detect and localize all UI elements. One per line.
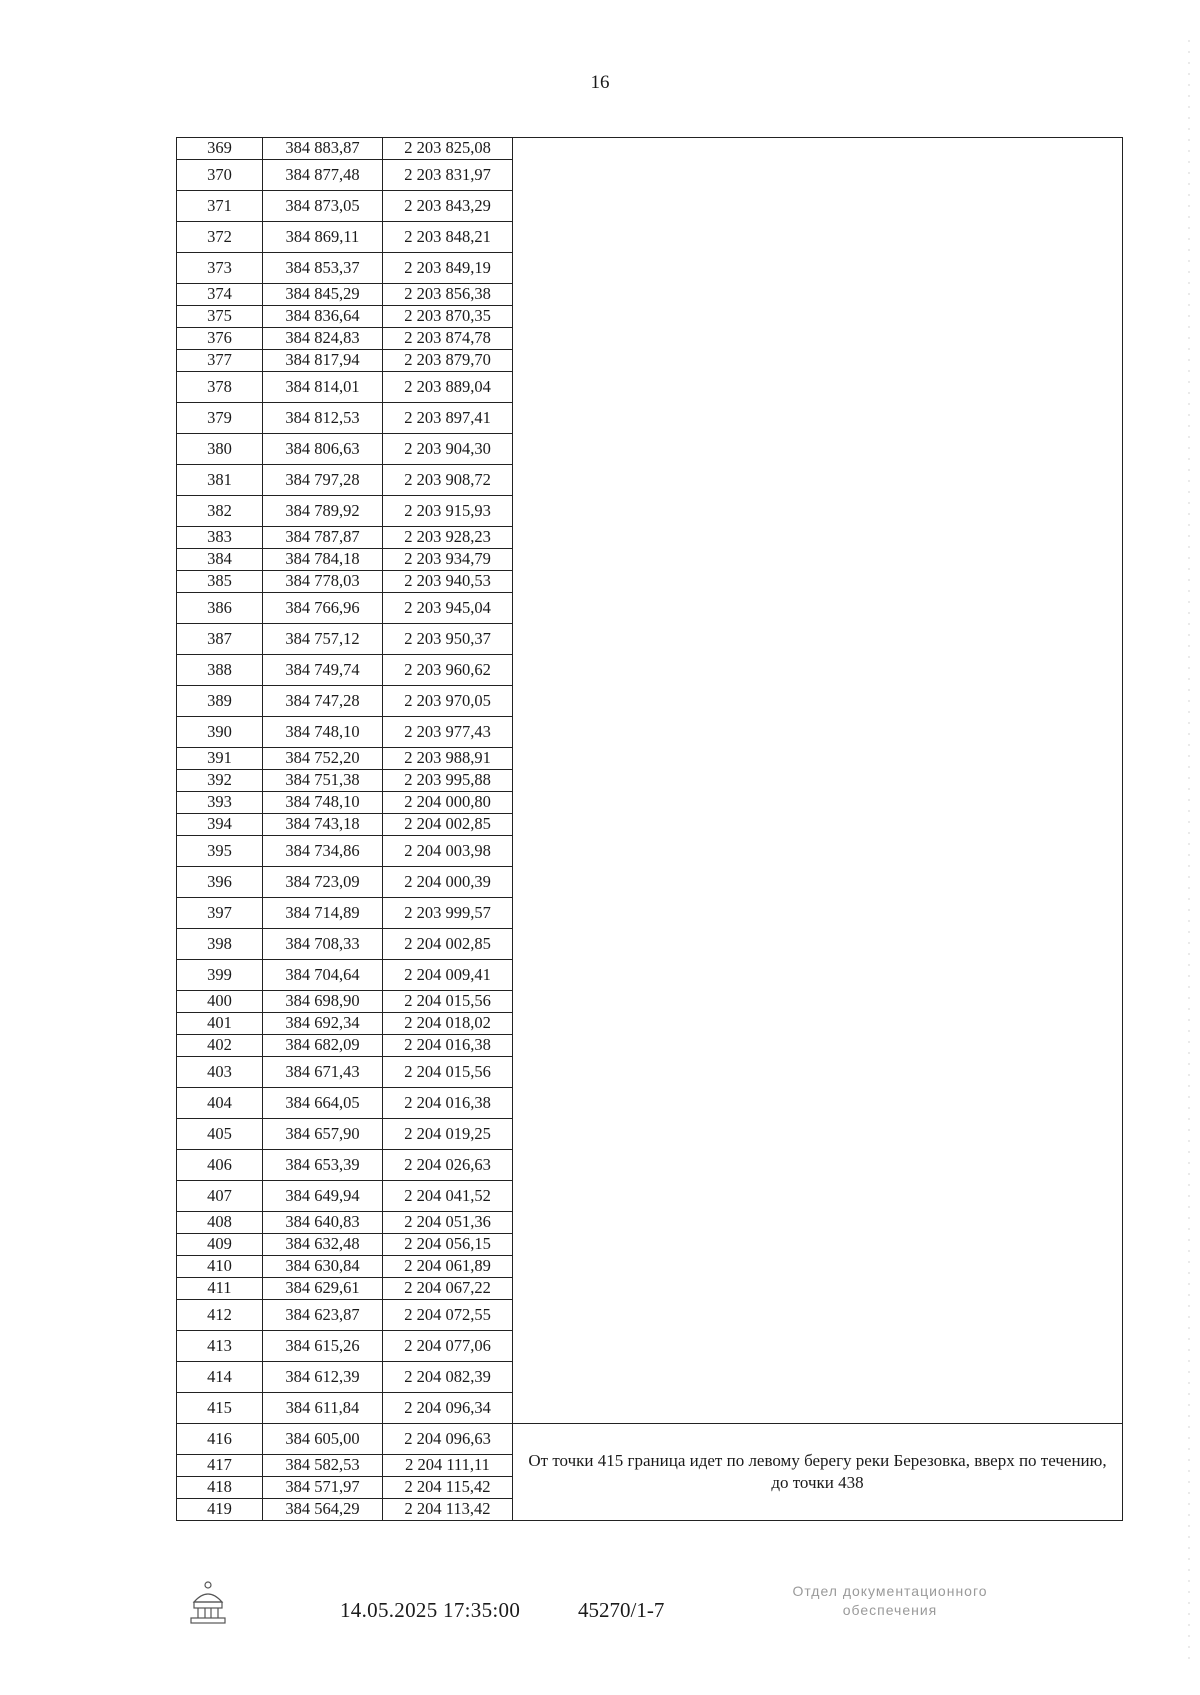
point-number-cell: 402	[177, 1035, 263, 1057]
point-number-cell: 408	[177, 1212, 263, 1234]
point-number-cell: 388	[177, 655, 263, 686]
x-coordinate-cell: 384 869,11	[263, 222, 383, 253]
y-coordinate-cell: 2 204 026,63	[383, 1150, 513, 1181]
y-coordinate-cell: 2 204 015,56	[383, 1057, 513, 1088]
x-coordinate-cell: 384 752,20	[263, 748, 383, 770]
y-coordinate-cell: 2 203 897,41	[383, 403, 513, 434]
y-coordinate-cell: 2 204 061,89	[383, 1256, 513, 1278]
y-coordinate-cell: 2 204 015,56	[383, 991, 513, 1013]
x-coordinate-cell: 384 743,18	[263, 814, 383, 836]
x-coordinate-cell: 384 853,37	[263, 253, 383, 284]
x-coordinate-cell: 384 836,64	[263, 306, 383, 328]
point-number-cell: 394	[177, 814, 263, 836]
stamp-line-2: обеспечения	[842, 1601, 938, 1618]
table-row	[177, 1424, 1123, 1455]
y-coordinate-cell: 2 203 995,88	[383, 770, 513, 792]
point-number-cell: 406	[177, 1150, 263, 1181]
point-number-cell: 382	[177, 496, 263, 527]
x-coordinate-cell: 384 632,48	[263, 1234, 383, 1256]
y-coordinate-cell: 2 204 056,15	[383, 1234, 513, 1256]
x-coordinate-cell: 384 653,39	[263, 1150, 383, 1181]
point-number-cell: 381	[177, 465, 263, 496]
y-coordinate-cell: 2 203 874,78	[383, 328, 513, 350]
x-coordinate-cell: 384 704,64	[263, 960, 383, 991]
point-number-cell: 377	[177, 350, 263, 372]
y-coordinate-cell: 2 203 950,37	[383, 624, 513, 655]
y-coordinate-cell: 2 204 072,55	[383, 1300, 513, 1331]
x-coordinate-cell: 384 817,94	[263, 350, 383, 372]
x-coordinate-cell: 384 778,03	[263, 571, 383, 593]
point-number-cell: 370	[177, 160, 263, 191]
y-coordinate-cell: 2 203 870,35	[383, 306, 513, 328]
emblem-logo-icon	[186, 1578, 230, 1626]
point-number-cell: 390	[177, 717, 263, 748]
point-number-cell: 400	[177, 991, 263, 1013]
y-coordinate-cell: 2 204 016,38	[383, 1035, 513, 1057]
coordinates-table-body	[177, 138, 1123, 1521]
x-coordinate-cell: 384 749,74	[263, 655, 383, 686]
x-coordinate-cell: 384 877,48	[263, 160, 383, 191]
point-number-cell: 392	[177, 770, 263, 792]
x-coordinate-cell: 384 766,96	[263, 593, 383, 624]
point-number-cell: 374	[177, 284, 263, 306]
point-number-cell: 418	[177, 1477, 263, 1499]
x-coordinate-cell: 384 698,90	[263, 991, 383, 1013]
point-number-cell: 404	[177, 1088, 263, 1119]
scan-edge-marks	[1186, 40, 1194, 1660]
page-number: 16	[590, 72, 610, 93]
point-number-cell: 407	[177, 1181, 263, 1212]
y-coordinate-cell: 2 204 041,52	[383, 1181, 513, 1212]
x-coordinate-cell: 384 814,01	[263, 372, 383, 403]
y-coordinate-cell: 2 204 082,39	[383, 1362, 513, 1393]
y-coordinate-cell: 2 203 940,53	[383, 571, 513, 593]
y-coordinate-cell: 2 204 096,63	[383, 1424, 513, 1455]
x-coordinate-cell: 384 657,90	[263, 1119, 383, 1150]
point-number-cell: 415	[177, 1393, 263, 1424]
x-coordinate-cell: 384 873,05	[263, 191, 383, 222]
point-number-cell: 385	[177, 571, 263, 593]
department-stamp	[730, 1582, 1050, 1620]
point-number-cell: 405	[177, 1119, 263, 1150]
x-coordinate-cell: 384 824,83	[263, 328, 383, 350]
y-coordinate-cell: 2 204 067,22	[383, 1278, 513, 1300]
y-coordinate-cell: 2 203 825,08	[383, 138, 513, 160]
point-number-cell: 369	[177, 138, 263, 160]
point-number-cell: 378	[177, 372, 263, 403]
y-coordinate-cell: 2 204 077,06	[383, 1331, 513, 1362]
x-coordinate-cell: 384 708,33	[263, 929, 383, 960]
y-coordinate-cell: 2 203 908,72	[383, 465, 513, 496]
point-number-cell: 411	[177, 1278, 263, 1300]
y-coordinate-cell: 2 203 928,23	[383, 527, 513, 549]
x-coordinate-cell: 384 812,53	[263, 403, 383, 434]
x-coordinate-cell: 384 845,29	[263, 284, 383, 306]
stamp-line-1: Отдел документационного	[792, 1583, 988, 1599]
point-number-cell: 395	[177, 836, 263, 867]
point-number-cell: 416	[177, 1424, 263, 1455]
y-coordinate-cell: 2 204 019,25	[383, 1119, 513, 1150]
x-coordinate-cell: 384 571,97	[263, 1477, 383, 1499]
x-coordinate-cell: 384 787,87	[263, 527, 383, 549]
x-coordinate-cell: 384 751,38	[263, 770, 383, 792]
point-number-cell: 391	[177, 748, 263, 770]
y-coordinate-cell: 2 203 945,04	[383, 593, 513, 624]
y-coordinate-cell: 2 204 051,36	[383, 1212, 513, 1234]
x-coordinate-cell: 384 615,26	[263, 1331, 383, 1362]
point-number-cell: 380	[177, 434, 263, 465]
y-coordinate-cell: 2 204 018,02	[383, 1013, 513, 1035]
y-coordinate-cell: 2 204 002,85	[383, 814, 513, 836]
point-number-cell: 371	[177, 191, 263, 222]
x-coordinate-cell: 384 629,61	[263, 1278, 383, 1300]
footer-date: 14.05.2025 17:35:00	[340, 1598, 521, 1622]
point-number-cell: 379	[177, 403, 263, 434]
x-coordinate-cell: 384 748,10	[263, 792, 383, 814]
point-number-cell: 412	[177, 1300, 263, 1331]
y-coordinate-cell: 2 204 009,41	[383, 960, 513, 991]
y-coordinate-cell: 2 204 000,39	[383, 867, 513, 898]
description-cell-empty	[513, 138, 1123, 1424]
x-coordinate-cell: 384 692,34	[263, 1013, 383, 1035]
y-coordinate-cell: 2 203 879,70	[383, 350, 513, 372]
point-number-cell: 384	[177, 549, 263, 571]
y-coordinate-cell: 2 203 848,21	[383, 222, 513, 253]
y-coordinate-cell: 2 203 977,43	[383, 717, 513, 748]
y-coordinate-cell: 2 204 000,80	[383, 792, 513, 814]
x-coordinate-cell: 384 723,09	[263, 867, 383, 898]
point-number-cell: 386	[177, 593, 263, 624]
point-number-cell: 393	[177, 792, 263, 814]
x-coordinate-cell: 384 883,87	[263, 138, 383, 160]
y-coordinate-cell: 2 204 002,85	[383, 929, 513, 960]
y-coordinate-cell: 2 204 016,38	[383, 1088, 513, 1119]
footer-registration-number: 45270/1-7	[578, 1598, 665, 1622]
coordinates-table	[176, 137, 1123, 1521]
x-coordinate-cell: 384 682,09	[263, 1035, 383, 1057]
point-number-cell: 401	[177, 1013, 263, 1035]
y-coordinate-cell: 2 203 915,93	[383, 496, 513, 527]
point-number-cell: 376	[177, 328, 263, 350]
y-coordinate-cell: 2 203 960,62	[383, 655, 513, 686]
x-coordinate-cell: 384 623,87	[263, 1300, 383, 1331]
x-coordinate-cell: 384 748,10	[263, 717, 383, 748]
x-coordinate-cell: 384 806,63	[263, 434, 383, 465]
y-coordinate-cell: 2 203 904,30	[383, 434, 513, 465]
x-coordinate-cell: 384 757,12	[263, 624, 383, 655]
y-coordinate-cell: 2 204 003,98	[383, 836, 513, 867]
point-number-cell: 383	[177, 527, 263, 549]
y-coordinate-cell: 2 203 849,19	[383, 253, 513, 284]
point-number-cell: 403	[177, 1057, 263, 1088]
point-number-cell: 398	[177, 929, 263, 960]
y-coordinate-cell: 2 203 831,97	[383, 160, 513, 191]
x-coordinate-cell: 384 671,43	[263, 1057, 383, 1088]
point-number-cell: 387	[177, 624, 263, 655]
point-number-cell: 399	[177, 960, 263, 991]
y-coordinate-cell: 2 204 115,42	[383, 1477, 513, 1499]
y-coordinate-cell: 2 203 970,05	[383, 686, 513, 717]
x-coordinate-cell: 384 582,53	[263, 1455, 383, 1477]
x-coordinate-cell: 384 612,39	[263, 1362, 383, 1393]
y-coordinate-cell: 2 203 843,29	[383, 191, 513, 222]
x-coordinate-cell: 384 664,05	[263, 1088, 383, 1119]
y-coordinate-cell: 2 203 988,91	[383, 748, 513, 770]
table-row	[177, 138, 1123, 160]
x-coordinate-cell: 384 747,28	[263, 686, 383, 717]
y-coordinate-cell: 2 204 096,34	[383, 1393, 513, 1424]
y-coordinate-cell: 2 204 111,11	[383, 1455, 513, 1477]
y-coordinate-cell: 2 203 856,38	[383, 284, 513, 306]
point-number-cell: 396	[177, 867, 263, 898]
point-number-cell: 417	[177, 1455, 263, 1477]
point-number-cell: 397	[177, 898, 263, 929]
x-coordinate-cell: 384 714,89	[263, 898, 383, 929]
x-coordinate-cell: 384 640,83	[263, 1212, 383, 1234]
x-coordinate-cell: 384 649,94	[263, 1181, 383, 1212]
point-number-cell: 373	[177, 253, 263, 284]
x-coordinate-cell: 384 797,28	[263, 465, 383, 496]
point-number-cell: 419	[177, 1499, 263, 1521]
point-number-cell: 410	[177, 1256, 263, 1278]
point-number-cell: 413	[177, 1331, 263, 1362]
x-coordinate-cell: 384 611,84	[263, 1393, 383, 1424]
x-coordinate-cell: 384 784,18	[263, 549, 383, 571]
x-coordinate-cell: 384 630,84	[263, 1256, 383, 1278]
point-number-cell: 375	[177, 306, 263, 328]
x-coordinate-cell: 384 564,29	[263, 1499, 383, 1521]
x-coordinate-cell: 384 734,86	[263, 836, 383, 867]
y-coordinate-cell: 2 204 113,42	[383, 1499, 513, 1521]
x-coordinate-cell: 384 605,00	[263, 1424, 383, 1455]
point-number-cell: 372	[177, 222, 263, 253]
boundary-description: От точки 415 граница идет по левому берегу реки Березовка, вверх по течению, до точки 438	[528, 1450, 1107, 1492]
x-coordinate-cell: 384 789,92	[263, 496, 383, 527]
y-coordinate-cell: 2 203 889,04	[383, 372, 513, 403]
y-coordinate-cell: 2 203 934,79	[383, 549, 513, 571]
boundary-description-cell	[513, 1424, 1123, 1521]
y-coordinate-cell: 2 203 999,57	[383, 898, 513, 929]
point-number-cell: 409	[177, 1234, 263, 1256]
point-number-cell: 389	[177, 686, 263, 717]
point-number-cell: 414	[177, 1362, 263, 1393]
